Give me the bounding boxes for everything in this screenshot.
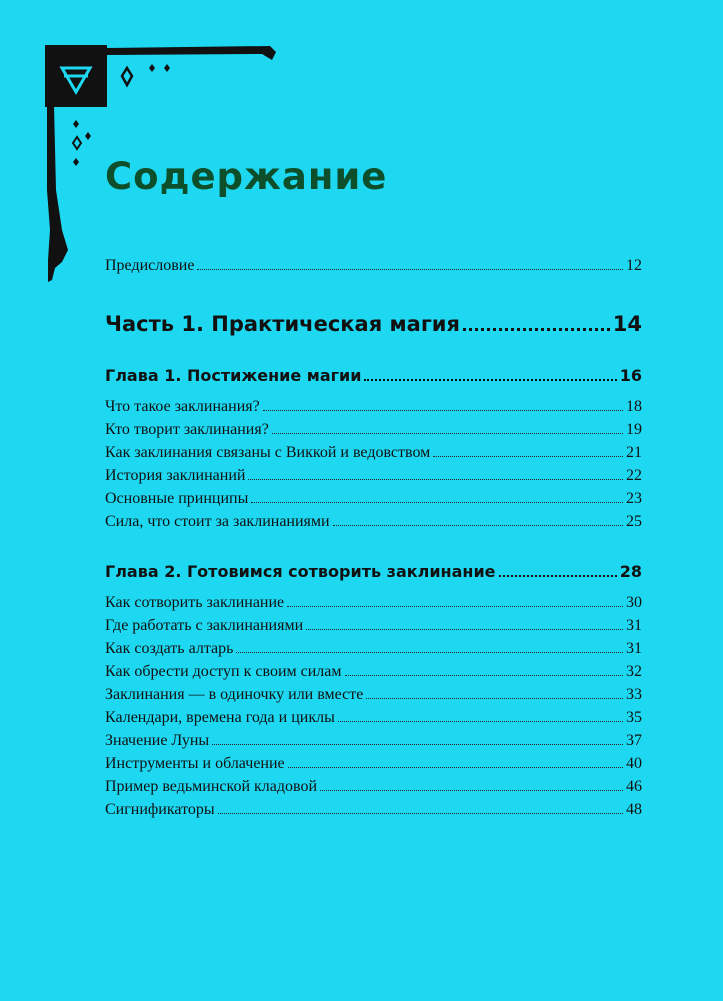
toc-entry[interactable] [105,398,642,421]
dot-leader [320,789,623,791]
toc-chapter-2[interactable] [105,562,642,581]
toc-part-1[interactable] [105,312,642,336]
diamond-ornament-icon [122,68,132,85]
toc-entry[interactable] [105,640,642,663]
dot-leader [433,455,623,457]
dot-leader [248,478,623,480]
toc-entry-label: Пример ведьминской кладовой [105,778,318,795]
toc-entry-page: 21 [626,444,642,461]
toc-entry-label: Как сотворить заклинание [105,594,285,611]
dot-leader [272,432,623,434]
toc-entry-page: 33 [626,686,642,703]
dot-leader [212,743,623,745]
toc-entry-page: 48 [626,801,642,818]
toc-entry-page: 37 [626,732,642,749]
dot-leader [218,812,623,814]
page-title: Содержание [105,155,388,198]
toc-entry-page: 25 [626,513,642,530]
toc-entry-label: Как заклинания связаны с Виккой и ведовством [105,444,431,461]
toc-entry-label: Как создать алтарь [105,640,234,657]
toc-entry-label: Где работать с заклинаниями [105,617,304,634]
toc-entry-page: 19 [626,421,642,438]
toc-entry-label: Значение Луны [105,732,210,749]
toc-entry[interactable] [105,467,642,490]
dot-leader [499,574,617,577]
toc-entry-label: Календари, времена года и циклы [105,709,335,726]
toc-chapter-page: 28 [619,562,642,581]
toc-entry[interactable] [105,778,642,801]
toc-entry[interactable] [105,755,642,778]
dot-leader [263,409,623,411]
toc-chapter-label: Глава 2. Готовимся сотворить заклинание [105,562,496,581]
toc-entry[interactable] [105,709,642,732]
dot-leader [345,674,624,676]
toc-entry[interactable] [105,513,642,536]
dot-leader [338,720,623,722]
toc-entry-label: Инструменты и облачение [105,755,285,772]
toc-entry-page: 40 [626,755,642,772]
toc-entry-label: Что такое заклинания? [105,398,260,415]
dot-leader [251,501,623,503]
toc-entry-page: 18 [626,398,642,415]
toc-entry-preface[interactable] [105,257,642,280]
dot-leader [306,628,623,630]
toc-entry-page: 12 [626,257,642,274]
toc-entry-page: 46 [626,778,642,795]
dot-leader [333,524,623,526]
dot-leader [197,268,623,270]
toc-entry-page: 31 [626,640,642,657]
toc-entry-page: 23 [626,490,642,507]
dot-leader [364,378,616,381]
dot-leader [288,766,623,768]
toc-chapter-page: 16 [619,366,642,385]
toc-entry[interactable] [105,594,642,617]
toc-entry[interactable] [105,801,642,824]
toc-entry[interactable] [105,732,642,755]
toc-entry-page: 30 [626,594,642,611]
dot-leader [236,651,623,653]
dot-leader [463,327,610,331]
toc-entry-label: Заклинания — в одиночку или вместе [105,686,364,703]
toc-entry-page: 35 [626,709,642,726]
toc-part-label: Часть 1. Практическая магия [105,312,461,336]
toc-entry-label: История заклинаний [105,467,246,484]
toc-entry-page: 32 [626,663,642,680]
toc-entry[interactable] [105,444,642,467]
toc-entry-label: Сила, что стоит за заклинаниями [105,513,330,530]
toc-entry-label: Как обрести доступ к своим силам [105,663,342,680]
corner-ornament [0,0,723,300]
toc-entry[interactable] [105,421,642,444]
toc-entry-page: 31 [626,617,642,634]
toc-entry[interactable] [105,686,642,709]
toc-entry-page: 22 [626,467,642,484]
toc-entry-label: Предисловие [105,257,195,274]
toc-entry[interactable] [105,617,642,640]
toc-entry[interactable] [105,490,642,513]
toc-chapter-label: Глава 1. Постижение магии [105,366,362,385]
toc-chapter-1[interactable] [105,366,642,385]
toc-entry[interactable] [105,663,642,686]
toc-entry-label: Сигнификаторы [105,801,215,818]
toc-entry-label: Основные принципы [105,490,249,507]
toc-part-page: 14 [612,312,642,336]
dot-leader [366,697,623,699]
toc-entry-label: Кто творит заклинания? [105,421,269,438]
dot-leader [287,605,623,607]
